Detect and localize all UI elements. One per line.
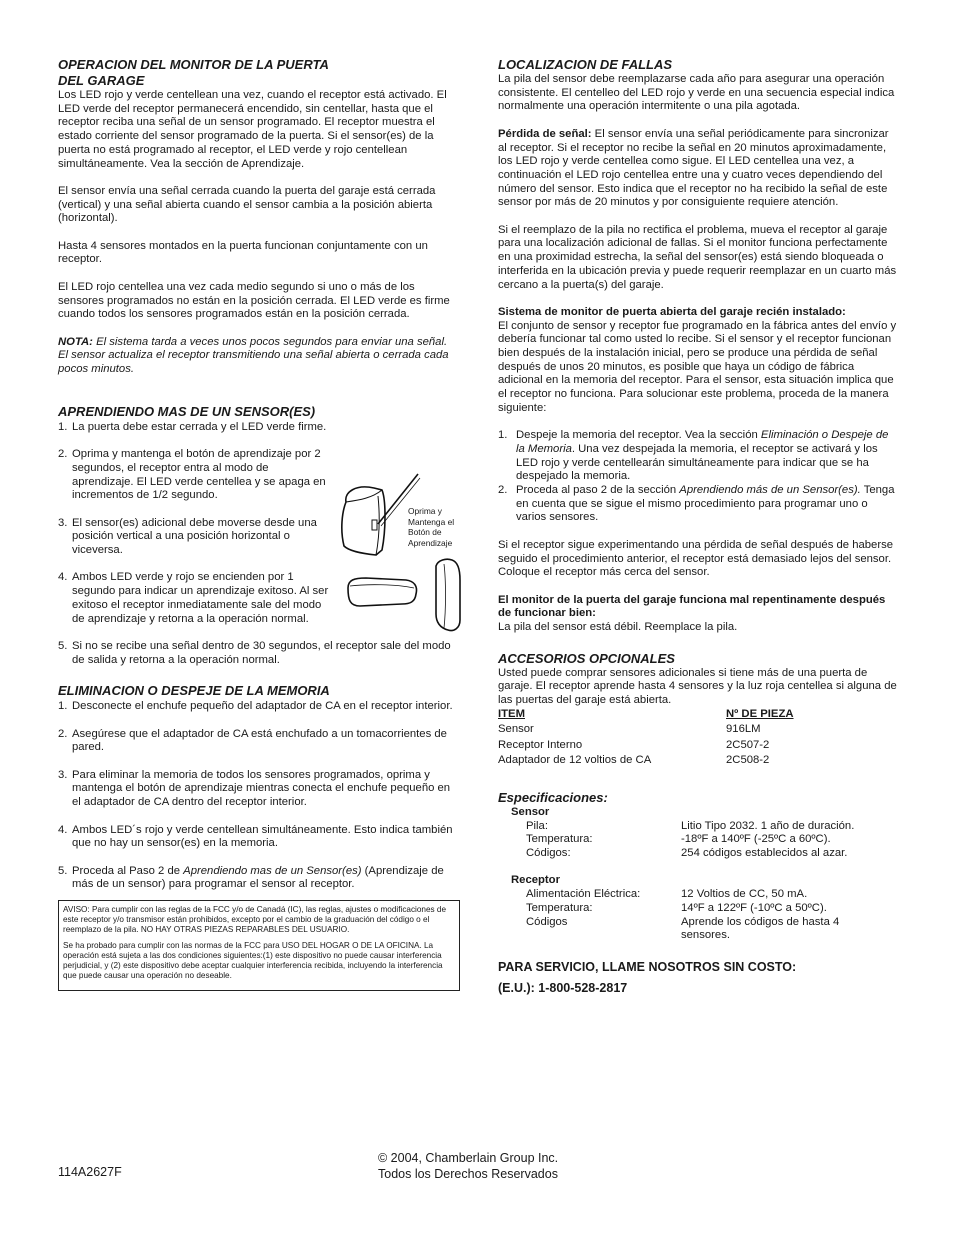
section-operacion — [58, 57, 460, 377]
section-title: Especificaciones: — [498, 789, 608, 805]
parts-table — [498, 708, 898, 770]
table-header-row — [498, 708, 898, 723]
paragraph: El LED rojo centellea una vez cada medio segundo si uno o más de los sensores programados no están en la posición cerrada. El LED verde es firme cuando todos los sensores programados están en la posición cerrada. — [58, 280, 450, 321]
paragraph: Si el reemplazo de la pila no rectifica el problema, mueva el receptor al garaje para una localización adicional de fallas. Si el monitor funciona perfectamente en una proximidad estrecha, la señal del sensor(es) está siendo bloqueada o interferida en la ubicación previa y puede requerir reemplazar en un cuarto más cercano a la puerta(s) del garaje. — [498, 223, 897, 291]
step: 5. Si no se recibe una señal dentro de 30 segundos, el receptor sale del modo de salida y retorna a la operación normal. — [58, 639, 451, 666]
step: 2. Asegúrese que el adaptador de CA está enchufado a un tomacorrientes de pared. — [58, 727, 447, 754]
figure-label: Oprima y Mantenga el Botón de Aprendizaje — [408, 506, 455, 548]
step: 3. El sensor(es) adicional debe moverse desde una posición vertical a una posición horizontal o viceversa. — [58, 516, 317, 556]
table-row: Receptor Interno 2C507-2 — [498, 738, 770, 751]
section-title: ACCESORIOS OPCIONALES — [498, 650, 675, 666]
notice-paragraph: AVISO: Para cumplir con las reglas de la FCC y/o de Canadá (IC), las reglas, ajustes o modificaciones de este receptor y/o transmisor están prohibidos, excepto por el cambio de la graduación del código o el reemplazo de la pila. NO HAY OTRAS PIEZAS REPARABLES DEL USUARIO. — [63, 905, 447, 935]
spec-group-title: Sensor — [511, 805, 550, 818]
sensor-receptor-drawing — [336, 470, 468, 635]
steps-list — [498, 429, 898, 525]
paragraph: El sensor envía una señal cerrada cuando la puerta del garaje está cerrada (vertical) y una señal abierta cuando el sensor cambia a la posición abierta (horizontal). — [58, 184, 436, 225]
step: 1. Desconecte el enchufe pequeño del adaptador de CA en el receptor interior. — [58, 700, 453, 713]
paragraph: Sistema de monitor de puerta abierta del garaje recién instalado: El conjunto de sensor y receptor fue programado en la fábrica antes del envío y debería funcionar tal como usted lo recibe. Si el sensor y el receptor funcionan bien después de la instalación inicial, pero se produce una pérdida de señal después de unos 20 minutos, es posible que haya un código de fábrica adicional en la memoria del receptor. Para el sensor, esta situación implica que el receptor no funciona. Para solucionar este problema, proceda de la manera siguiente: — [498, 305, 897, 414]
paragraph: Pérdida de señal: El sensor envía una señal periódicamente para sincronizar al receptor. Si el receptor no recibe la señal en 20 minutos aproximadamente, los LED rojo y verde centellea como sigue. El LED centellea una vez, a continuación el LED rojo centellea entre una y cuatro veces dependiendo del número del sensor. Esto indica que el receptor no ha recibido la señal de este sensor por más de 20 minutos y por consiguiente requiere atención. — [498, 127, 889, 209]
step: 3. Para eliminar la memoria de todos los sensores programados, oprima y mantenga el botón de aprendizaje mientras conecta el enchufe pequeño en el adaptador de CA dentro del receptor interior. — [58, 768, 451, 809]
step: 1. Despeje la memoria del receptor. Vea la sección Eliminación o Despeje de la Memoria. Una vez despejada la memoria, el receptor se activará y los LED rojo y verde centellearán simultáneamente para indicar que se ha despejado la memoria. — [498, 429, 889, 483]
table-row: Sensor 916LM — [498, 722, 761, 735]
service-heading: PARA SERVICIO, LLAME NOSOTROS SIN COSTO: — [498, 959, 797, 974]
spec-row: Códigos Aprende los códigos de hasta 4 sensores. — [526, 915, 840, 942]
step: 2. Oprima y mantenga el botón de aprendizaje por 2 segundos, el receptor entra al modo de aprendizaje. El LED verde centellea y se apaga en incrementos de 1/2 segundo. — [58, 448, 326, 502]
section-localizacion — [498, 57, 898, 635]
step: 1. La puerta debe estar cerrada y el LED verde firme. — [58, 420, 327, 433]
step: 5. Proceda al Paso 2 de Aprendiendo mas de un Sensor(es) (Aprendizaje de más de un sensor) para programar el sensor al receptor. — [58, 864, 444, 891]
device-illustration — [336, 470, 468, 635]
paragraph: Los LED rojo y verde centellean una vez, cuando el receptor está activado. El LED verde del receptor permanecerá encendido, sin centellar, hasta que el receptor reciba una señal de un sensor programado. El receptor muestra el estado corriente del sensor programado de la puerta. Si el sensor(es) de la puerta no está programado al receptor, el LED verde y rojo centellean simultáneamente. Vea la sección de Aprendizaje. — [58, 89, 447, 170]
copyright-line: © 2004, Chamberlain Group Inc. — [378, 1151, 559, 1165]
note-paragraph: NOTA: El sistema tarda a veces unos pocos segundos para enviar una señal. El sensor actualiza el receptor transmitiendo una señal abierta o cerrada cada pocos minutos. — [58, 335, 449, 375]
section-especificaciones — [498, 790, 898, 943]
notice-paragraph: Se ha probado para cumplir con las normas de la FCC para USO DEL HOGAR O DE LA OFICINA. La operación está sujeta a las dos condiciones siguientes:(1) este dispositivo no puede causar interferencia perjudicial, y (2) este dispositivo debe aceptar cualquier interferencia recibida, incluyendo la interferencia que puede causar una operación no deseable. — [63, 940, 443, 981]
rights-line: Todos los Derechos Reservados — [378, 1167, 558, 1181]
section-accesorios — [498, 651, 898, 770]
column-header: ITEM — [498, 707, 525, 720]
spec-row: Pila: Litio Tipo 2032. 1 año de duración. — [526, 819, 855, 832]
table-row: Adaptador de 12 voltios de CA 2C508-2 — [498, 754, 770, 767]
steps-list — [58, 700, 460, 892]
section-title: APRENDIENDO MAS DE UN SENSOR(ES) — [58, 403, 316, 419]
paragraph: El monitor de la puerta del garaje funciona mal repentinamente después de funcionar bien: La pila del sensor está débil. Reemplace la pila. — [498, 593, 886, 634]
spec-row: Temperatura: -18ºF a 140ºF (-25ºC a 60ºC). — [526, 833, 831, 846]
fcc-notice-box — [58, 900, 460, 990]
column-header: Nº DE PIEZA — [726, 707, 794, 720]
step: 4. Ambos LED´s rojo y verde centellean simultáneamente. Esto indica también que no hay un sensor(es) en la memoria. — [58, 823, 453, 850]
spec-row: Temperatura: 14ºF a 122ºF (-10ºC a 50ºC). — [526, 901, 827, 914]
paragraph: Usted puede comprar sensores adicionales si tiene más de una puerta de garaje. El receptor aprende hasta 4 sensores y la luz roja centellea si alguna de las puertas del garaje está abierta. — [498, 666, 897, 707]
paragraph: Hasta 4 sensores montados en la puerta funcionan conjuntamente con un receptor. — [58, 239, 428, 266]
right-column — [498, 57, 898, 996]
service-phone: (E.U.): 1-800-528-2817 — [498, 980, 628, 995]
section-title: LOCALIZACION DE FALLAS — [498, 57, 673, 72]
spec-row: Alimentación Eléctrica: 12 Voltios de CC, 50 mA. — [526, 888, 808, 901]
paragraph: La pila del sensor debe reemplazarse cada año para asegurar una operación consistente. El centelleo del LED rojo y verde en una secuencia especial indica normalmente una operación intermitente o una pila agotada. — [498, 73, 895, 113]
spec-group-title: Receptor — [511, 874, 560, 887]
copyright — [378, 1150, 558, 1182]
spec-row: Códigos: 254 códigos establecidos al azar. — [526, 847, 848, 860]
section-title: ELIMINACION O DESPEJE DE LA MEMORIA — [58, 683, 330, 699]
step: 2. Proceda al paso 2 de la sección Aprendiendo más de un Sensor(es). Tenga en cuenta que se sigue el mismo procedimiento para programar uno o varios sensores. — [498, 484, 895, 524]
step: 4. Ambos LED verde y rojo se encienden por 1 segundo para indicar un aprendizaje exitoso. Al ser exitoso el receptor inmediatamente sale del modo de aprendizaje y retorna a la operación normal. — [58, 571, 329, 625]
section-eliminacion — [58, 683, 460, 892]
document-code: 114A2627F — [58, 1165, 122, 1179]
section-servicio — [498, 959, 898, 996]
paragraph: Si el receptor sigue experimentando una pérdida de señal después de haberse seguido el procedimiento anterior, el receptor está demasiado lejos del sensor. Coloque el receptor más cerca del sensor. — [498, 538, 894, 579]
section-title: OPERACION DEL MONITOR DE LA PUERTA DEL GARAGE — [58, 57, 329, 88]
